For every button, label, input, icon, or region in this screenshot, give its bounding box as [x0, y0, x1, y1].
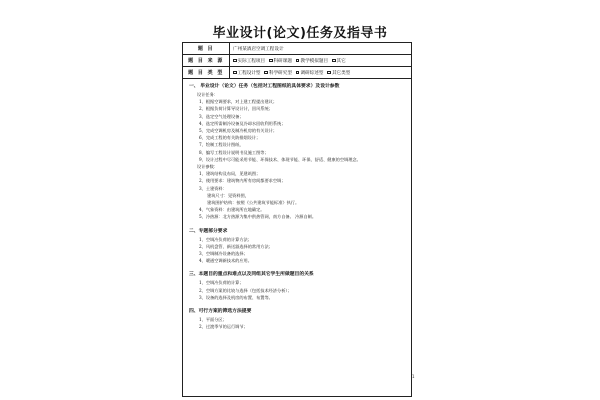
source-option-other[interactable]: 其它: [332, 58, 346, 64]
sheet-content: [183, 79, 411, 330]
s1-line: 5、完成空调机房及制冷机房的有关设计；: [199, 128, 278, 134]
checkbox-icon: [327, 71, 331, 75]
type-option-survey[interactable]: 调研综述型: [296, 70, 323, 76]
s1-line: 4、气象资料：由建筑所在地确定。: [199, 207, 265, 213]
s2-line: 4、暖通空调新技术的应用。: [199, 258, 252, 264]
type-label: 题 目 类 型: [183, 67, 230, 78]
topic-row: [183, 43, 411, 55]
type-row: [183, 67, 411, 79]
s1-line: 5、冷热源：北方热源为集中供热管网，南方自备。 冷源自制。: [199, 214, 317, 220]
s1-line: 2、使用要求：建筑物内所有房间都要求空调；: [199, 178, 286, 184]
type-option-engineering[interactable]: 工程设计型: [233, 70, 260, 76]
s1-line: 1、根据空调要求，对上建工程提出建议；: [199, 99, 278, 105]
source-option-practical[interactable]: 实际工程项目: [233, 58, 265, 64]
s1-line: 3、选定空气处理设备；: [199, 113, 244, 119]
source-option-teaching[interactable]: 教学模拟题目: [296, 58, 328, 64]
source-options: [230, 58, 411, 64]
type-option-other[interactable]: 其它类型: [327, 70, 350, 76]
s1-line: 9、设计过程中尽可能采用节能、环保技术、体现节能、环保、舒适、健康的空调理念。: [199, 156, 361, 162]
s1-line: 建筑围护结构：按照《公共建筑节能标准》执行。: [207, 200, 300, 206]
checkbox-icon: [269, 59, 273, 63]
s3-line: 1、空调冷负荷的计算；: [199, 280, 244, 286]
s3-line: 2、空调方案的比较与选择（包括技术经济分析）；: [199, 287, 292, 293]
s1-line: 建筑尺寸：见资料图，: [207, 192, 249, 198]
s1-line: 1、建筑结构及布局，见建筑图；: [199, 171, 261, 177]
checkbox-icon: [332, 59, 336, 63]
section-4-title: 四、可行方案的筛选方法提要: [189, 309, 252, 315]
s1-line: 4、选定所需制冷设备及冷却水回收利用系统；: [199, 120, 286, 126]
section-3-title: 三、本题目的重点和难点以及同组其它学生所做题目的关系: [189, 272, 314, 278]
s2-line: 1、空调冷负荷的计算方法；: [199, 236, 252, 242]
checkbox-icon: [296, 59, 300, 63]
type-option-science[interactable]: 科学研究型: [264, 70, 291, 76]
s1-line: 设计任务：: [197, 92, 218, 97]
page-number: 1: [412, 374, 415, 379]
type-options: [230, 70, 411, 76]
checkbox-icon: [264, 71, 268, 75]
s3-line: 3、设备的选择及机房的布置、布置等。: [199, 294, 273, 300]
task-sheet: [182, 42, 412, 397]
checkbox-icon: [296, 71, 300, 75]
s4-line: 2、过渡季节的运行调节；: [199, 324, 248, 330]
checkbox-icon: [233, 71, 237, 75]
topic-value: 广州某酒店空调工程设计: [233, 46, 284, 52]
document-title: 毕业设计(论文)任务及指导书: [212, 26, 388, 41]
source-option-research[interactable]: 科研课题: [269, 58, 292, 64]
section-2-title: 二、专题部分要求: [189, 228, 228, 234]
s1-line: 6、完成工程的有关防排烟设计；: [199, 135, 261, 141]
checkbox-icon: [233, 59, 237, 63]
s4-line: 1、平面分区；: [199, 317, 227, 323]
s1-line: 设计参数：: [197, 164, 218, 170]
section-1-title: 一、 毕业设计（论文）任务（包括对工程图纸的具体要求）及设计参数: [189, 84, 340, 89]
s1-line: 8、编写工程设计说明书及施工图等；: [199, 149, 269, 155]
s2-line: 2、风机盘管、新送器选择的常用方法；: [199, 243, 273, 249]
source-row: [183, 55, 411, 67]
topic-label: 题 目: [183, 43, 230, 54]
s1-line: 2、根据负荷计算导设计计，回风系统；: [199, 106, 273, 112]
s2-line: 3、空调制冷设备的选择；: [199, 251, 248, 257]
s1-line: 3、土建资料：: [199, 185, 227, 191]
source-label: 题 目 来 源: [183, 55, 230, 66]
s1-line: 7、绘制工程设计图纸，: [199, 142, 244, 148]
